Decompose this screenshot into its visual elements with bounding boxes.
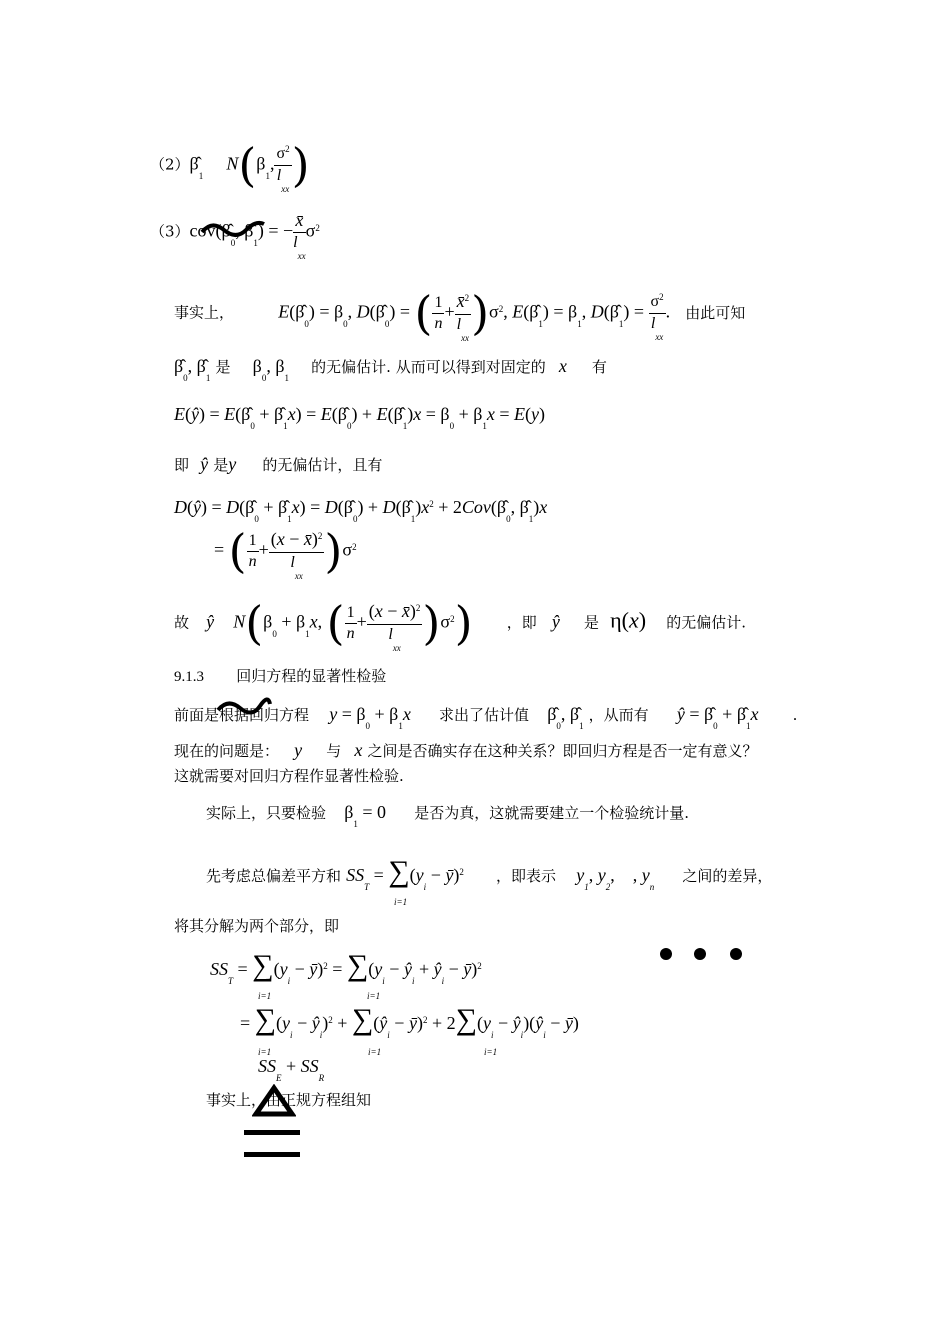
variance-equation-line1: D(ŷ) = $D(\betâ_0$ + $\betâ_1x$) = $D(\betâ_0)$ + $D(\betâ_1)x^2$ + $2Cov(\betâ_0$, $\betâ_1)x$ [174,497,548,524]
paragraph-normal-equations: 事实上，由正规方程组知 [206,1091,372,1109]
decomposition-line3: $SS_E + SS_R$ [258,1056,325,1083]
decomposition-line1: $SS_T = \sum(y_i$ − ȳ)$^2$ = $\sum(y_i$ − $ŷ_i$ + $ŷ_i$ − ȳ)$^2$ [210,949,482,986]
sum-index: i=1 [258,991,272,1001]
paragraph-regression: 前面是根据回归方程 $y = \beta_0 + \beta_1x$ 求出了估计值 $\betâ_0$, $\betâ_1$ ，从而有 ŷ = $\betâ_0$ + $\betâ_1x$ . [174,704,798,731]
sum-index: i=1 [394,897,408,907]
item-3: $(3)cov(\betâ_0$, $\betâ_1$) = − $\frac{x̄}{l_{xx}}$ $\sigma^2$ [150,210,320,261]
ellipsis-dots-mark [654,942,750,966]
sum-index: i=1 [258,1047,272,1057]
variance-equation-line2: = ( $\frac{1}{n}$ + $\frac{(x - x̄)^2}{l_{xx}}$ )$\sigma^2$ [214,524,357,581]
section-heading: 9.1.3 回归方程的显著性检验 [174,667,387,685]
sum-index: i=1 [368,1047,382,1057]
unbiased-line: $\betâ_0$, $\betâ_1$ 是 $\beta_0$, $\beta_1$ 的无偏估计. 从而可以得到对固定的 x 有 [174,356,607,383]
item-2: $(2)\betâ_1$ $N(\beta_1$, $\frac{\sigma^2}{l_{xx}}$ ) [150,138,310,194]
expectation-equation: E(ŷ) = $E(\betâ_0$ + $\betâ_1x$) = $E(\betâ_0)$ + $E(\betâ_1)x = \beta_0 + \beta_1x = E(y)$ [174,404,546,431]
sum-index: i=1 [484,1047,498,1057]
sum-index: i=1 [367,991,381,1001]
triangle-mark [252,1084,296,1118]
distribution-line: 故 ŷ $N(\beta_0 + \beta_1x$, ( $\frac{1}{n}$ + $\frac{(x - x̄)^2}{l_{xx}}$ )$\sigma^2$) ，即 ŷ 是 η(x) 的无偏估计. [174,596,747,653]
paragraph-test-beta: 实际上，只要检验 $\beta_1 = 0$ 是否为真，这就需要建立一个检验统计量. [206,802,689,829]
paragraph-need-test: 这就需要对回归方程作显著性检验. [174,767,404,785]
equals-mark [242,1126,302,1162]
wavy-underline-mark [216,696,272,718]
fact-line: 事实上， $E(\betâ_0) = \beta_0$, $D(\betâ_0)$ = ( $\frac{1}{n}$ + $\frac{x̄^2}{l_{xx}}$ )$\sigma^2$, $E(\betâ_1) = \beta_1$, $D(\betâ_1)$ = $\frac{\sigma^2}{l_{xx}}$ . 由此可知 [174,286,746,343]
paragraph-total-ss: 先考虑总偏差平方和 $SS_T = \sum(y_i$ − ȳ)$^2$ ，即表示 $y_1$, $y_2$, , $y_n$ 之间的差异， [206,855,773,892]
decomposition-line2: = $\sum(y_i$ − $ŷ_i)^2$ + $\sum(ŷ_i$ − ȳ)$^2$ + $2\sum(y_i$ − $ŷ_i)(ŷ_i$ − ȳ) [240,1003,579,1040]
wavy-underline-mark [198,214,268,244]
paragraph-decompose: 将其分解为两个部分，即 [174,917,340,935]
paragraph-question: 现在的问题是： y 与 x 之间是否确实存在这种关系？即回归方程是否一定有意义？ [174,740,758,760]
yhat-unbiased-line: 即 ŷ 是y 的无偏估计，且有 [174,454,383,474]
